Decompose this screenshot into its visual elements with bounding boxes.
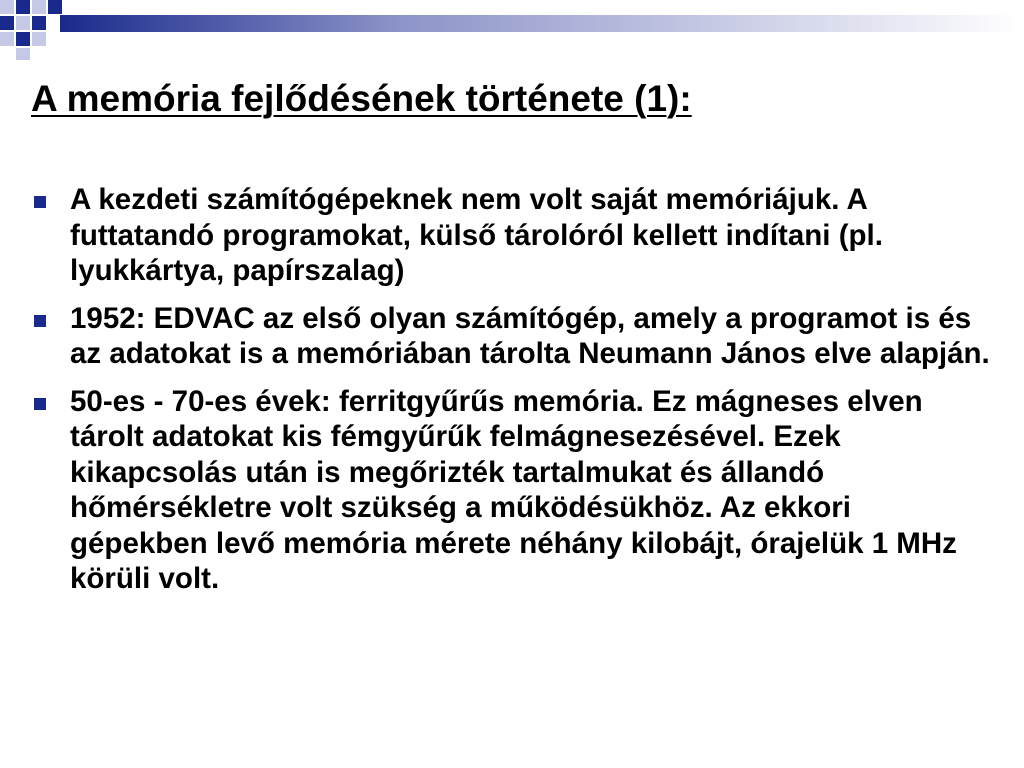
bullet-list [34,182,994,609]
slide-title: A memória fejlődésének története (1): [31,78,692,119]
square-bullet-icon [34,196,46,208]
square-bullet-icon [34,315,46,327]
bullet-item [34,384,994,597]
bullet-text: 1952: EDVAC az első olyan számítógép, amely a programot is és az adatokat is a memóriában tárolta Neumann János elve alapján. [70,301,990,370]
square-bullet-icon [34,398,46,410]
bullet-text: 50-es - 70-es évek: ferritgyűrűs memória. Ez mágneses elven tárolt adatokat kis fémgyűrűk felmágnesezésével. Ezek kikapcsolás után is megőrizték tartalmukat és állandó hőmérsékletre volt szükség a működésükhöz. Az ekkori gépekben levő memória mérete néhány kilobájt, órajelük 1 MHz körüli volt. [70,384,957,595]
header-decoration [0,0,1024,60]
bullet-item [34,301,994,372]
bullet-text: A kezdeti számítógépeknek nem volt saját memóriájuk. A futtatandó programokat, külső tárolóról kellett indítani (pl. lyukkártya, papírszalag) [70,183,883,287]
bullet-item [34,182,994,289]
